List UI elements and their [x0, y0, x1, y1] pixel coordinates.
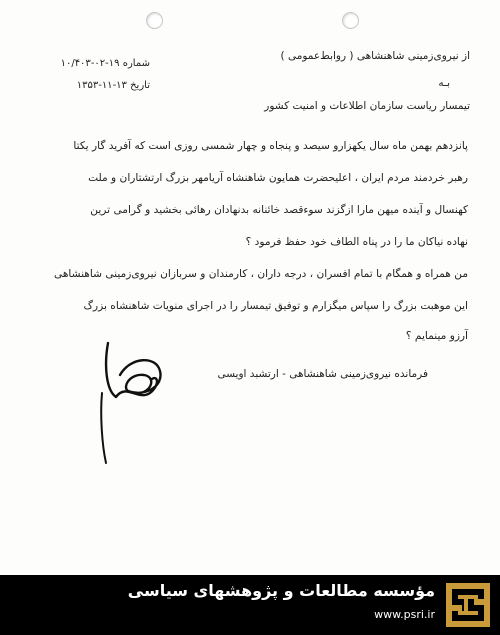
body-line: نهاده نیاکان ما را در پناه الطاف خود حفظ فرمود ؟: [245, 236, 468, 248]
letter-to-label: بـه: [438, 77, 450, 89]
letter-number: شماره ۱۹-۰۲-۱۰/۴۰۳: [60, 58, 150, 69]
body-line: آرزو مینمایم ؟: [405, 330, 468, 342]
letter-sender: از نیروی‌زمینی شاهنشاهی ( روابط‌عمومی ): [280, 50, 470, 62]
body-line: پانزدهم بهمن ماه سال یکهزارو سیصد و پنجاه و چهار شمسی روزی است که آفرید گار یکتا: [73, 140, 468, 152]
institute-name: مؤسسه مطالعات و پژوهشهای سیاسی: [127, 581, 435, 600]
archive-footer: [0, 575, 500, 635]
punch-hole-icon: [342, 12, 359, 29]
institute-url[interactable]: www.psri.ir: [374, 608, 435, 621]
signature-line: فرمانده نیروی‌زمینی شاهنشاهی - ارتشبد اویسی: [217, 368, 428, 380]
body-line: من همراه و همگام با تمام افسران ، درجه داران ، کارمندان و سربازان نیروی‌زمینی شاهنشاهی: [53, 268, 468, 280]
letter-recipient: تیمسار ریاست سازمان اطلاعات و امنیت کشور: [264, 100, 470, 112]
body-line: رهبر خردمند مردم ایران ، اعلیحضرت همایون شاهنشاه آریامهر بزرگ ارتشتاران و ملت: [88, 172, 468, 184]
body-line: کهنسال و آینده میهن مارا ازگزند سوءقصد خائنانه بدنهادان رهائی بخشید و گرامی ترین: [90, 204, 468, 216]
body-line: این موهبت بزرگ را سپاس میگزارم و توفیق تیمسار را در اجرای منویات شاهنشاه بزرگ: [83, 300, 468, 312]
psri-logo-icon: [446, 583, 490, 627]
punch-hole-icon: [146, 12, 163, 29]
handwritten-signature: [86, 335, 186, 470]
letter-date: تاریخ ۱۳-۱۱-۱۳۵۳: [76, 80, 150, 91]
